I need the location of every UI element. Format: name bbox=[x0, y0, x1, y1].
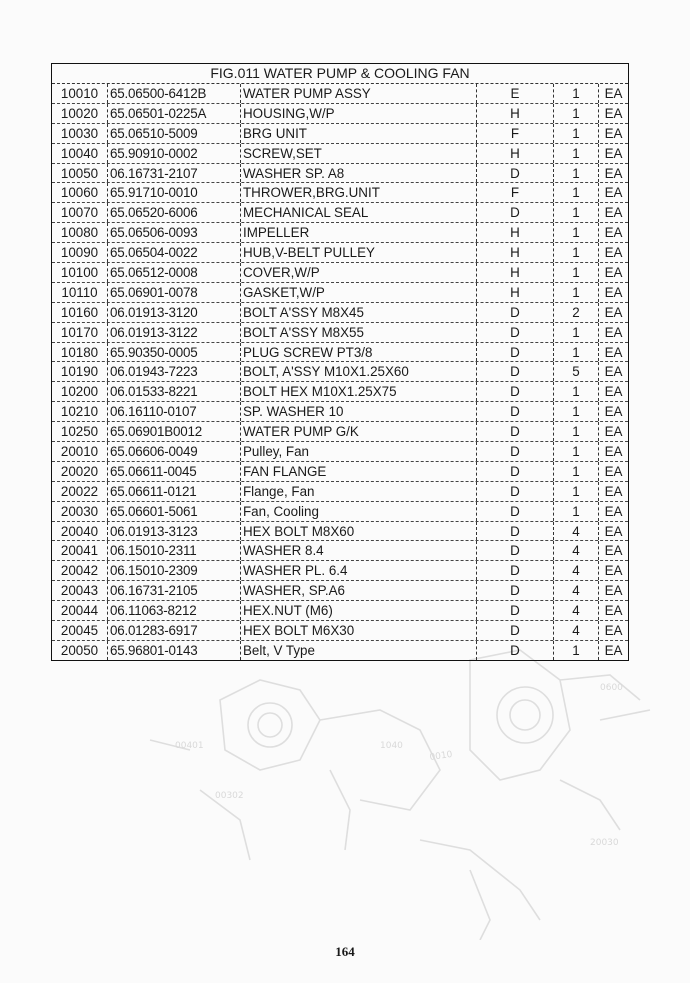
item-number-cell: 10250 bbox=[52, 422, 108, 441]
class-cell: F bbox=[477, 124, 554, 143]
description-cell: FAN FLANGE bbox=[241, 462, 477, 481]
page-number: 164 bbox=[335, 944, 355, 959]
unit-cell: EA bbox=[604, 563, 623, 579]
unit-cell: EA bbox=[604, 543, 623, 559]
class-cell: H bbox=[477, 223, 554, 242]
quantity-cell: 1 bbox=[554, 343, 599, 362]
quantity-cell: 4 bbox=[554, 621, 599, 640]
item-number-cell: 10090 bbox=[52, 243, 108, 262]
quantity-cell: 1 bbox=[554, 183, 599, 202]
description-cell: MECHANICAL SEAL bbox=[241, 203, 477, 222]
part-number-cell: 06.15010-2311 bbox=[108, 541, 241, 560]
description-cell: WASHER PL. 6.4 bbox=[241, 561, 477, 580]
table-row bbox=[52, 601, 628, 621]
description-cell: HEX BOLT M8X60 bbox=[241, 522, 477, 541]
part-number-cell: 06.11063-8212 bbox=[108, 601, 241, 620]
quantity-cell: 1 bbox=[554, 402, 599, 421]
part-number-cell: 65.91710-0010 bbox=[108, 183, 241, 202]
description-cell: WASHER, SP.A6 bbox=[241, 581, 477, 600]
table-row bbox=[52, 303, 628, 323]
part-number-cell: 06.16731-2107 bbox=[108, 164, 241, 183]
part-number-cell: 65.90350-0005 bbox=[108, 343, 241, 362]
class-cell: D bbox=[477, 422, 554, 441]
part-number-cell: 65.06611-0121 bbox=[108, 482, 241, 501]
class-cell: D bbox=[477, 621, 554, 640]
table-row bbox=[52, 183, 628, 203]
table-row bbox=[52, 502, 628, 522]
description-cell: HUB,V-BELT PULLEY bbox=[241, 243, 477, 262]
description-cell: BOLT A'SSY M8X45 bbox=[241, 303, 477, 322]
part-number-cell: 65.06510-5009 bbox=[108, 124, 241, 143]
bleed-through-diagram bbox=[0, 620, 690, 940]
part-number-cell: 06.01913-3120 bbox=[108, 303, 241, 322]
unit-cell: EA bbox=[604, 86, 623, 101]
svg-text:0600: 0600 bbox=[600, 683, 623, 693]
unit-cell: EA bbox=[604, 384, 623, 400]
unit-cell: EA bbox=[604, 265, 623, 281]
quantity-cell: 1 bbox=[554, 382, 599, 401]
item-number-cell: 20050 bbox=[52, 641, 108, 660]
quantity-cell: 1 bbox=[554, 223, 599, 242]
table-row bbox=[52, 382, 628, 402]
table-row bbox=[52, 422, 628, 442]
quantity-cell: 1 bbox=[554, 104, 599, 123]
description-cell: SCREW,SET bbox=[241, 144, 477, 163]
quantity-cell: 1 bbox=[554, 203, 599, 222]
part-number-cell: 06.01283-6917 bbox=[108, 621, 241, 640]
class-cell: H bbox=[477, 104, 554, 123]
unit-cell: EA bbox=[604, 463, 623, 479]
table-row bbox=[52, 442, 628, 462]
svg-text:00401: 00401 bbox=[175, 741, 204, 751]
class-cell: F bbox=[477, 183, 554, 202]
item-number-cell: 10210 bbox=[52, 402, 108, 421]
table-row bbox=[52, 581, 628, 601]
table-row bbox=[52, 362, 628, 382]
quantity-cell: 4 bbox=[554, 581, 599, 600]
svg-text:0010: 0010 bbox=[429, 749, 454, 763]
class-cell: D bbox=[477, 482, 554, 501]
class-cell: D bbox=[477, 442, 554, 461]
table-row bbox=[52, 104, 628, 124]
part-number-cell: 65.06506-0093 bbox=[108, 223, 241, 242]
table-row bbox=[52, 561, 628, 581]
class-cell: D bbox=[477, 362, 554, 381]
table-row bbox=[52, 343, 628, 363]
part-number-cell: 65.06611-0045 bbox=[108, 462, 241, 481]
table-row bbox=[52, 641, 628, 660]
table-row bbox=[52, 522, 628, 542]
item-number-cell: 20043 bbox=[52, 581, 108, 600]
quantity-cell: 1 bbox=[554, 263, 599, 282]
description-cell: HOUSING,W/P bbox=[241, 104, 477, 123]
part-number-cell: 06.16110-0107 bbox=[108, 402, 241, 421]
unit-cell: EA bbox=[604, 225, 623, 241]
unit-cell: EA bbox=[604, 523, 623, 539]
class-cell: D bbox=[477, 502, 554, 521]
item-number-cell: 10170 bbox=[52, 323, 108, 342]
unit-cell: EA bbox=[604, 424, 623, 440]
class-cell: D bbox=[477, 601, 554, 620]
part-number-cell: 65.06504-0022 bbox=[108, 243, 241, 262]
table-row bbox=[52, 144, 628, 164]
unit-cell: EA bbox=[604, 284, 623, 300]
part-number-cell: 06.15010-2309 bbox=[108, 561, 241, 580]
quantity-cell: 1 bbox=[554, 124, 599, 143]
unit-cell: EA bbox=[604, 603, 623, 619]
class-cell: H bbox=[477, 263, 554, 282]
class-cell: D bbox=[477, 343, 554, 362]
table-row bbox=[52, 541, 628, 561]
unit-cell: EA bbox=[604, 245, 623, 261]
table-row bbox=[52, 84, 628, 104]
unit-cell: EA bbox=[604, 125, 623, 141]
quantity-cell: 1 bbox=[554, 283, 599, 302]
part-number-cell: 65.06601-5061 bbox=[108, 502, 241, 521]
unit-cell: EA bbox=[604, 165, 623, 181]
part-number-cell: 06.01533-8221 bbox=[108, 382, 241, 401]
quantity-cell: 1 bbox=[554, 641, 599, 660]
class-cell: D bbox=[477, 641, 554, 660]
unit-cell: EA bbox=[604, 105, 623, 121]
class-cell: D bbox=[477, 323, 554, 342]
description-cell: SP. WASHER 10 bbox=[241, 402, 477, 421]
svg-text:20030: 20030 bbox=[590, 838, 619, 848]
item-number-cell: 20022 bbox=[52, 482, 108, 501]
quantity-cell: 2 bbox=[554, 303, 599, 322]
table-row bbox=[52, 402, 628, 422]
quantity-cell: 1 bbox=[554, 422, 599, 441]
table-row bbox=[52, 482, 628, 502]
description-cell: Fan, Cooling bbox=[241, 502, 477, 521]
unit-cell: EA bbox=[604, 623, 623, 639]
item-number-cell: 20020 bbox=[52, 462, 108, 481]
part-number-cell: 06.01913-3123 bbox=[108, 522, 241, 541]
unit-cell: EA bbox=[604, 344, 623, 360]
description-cell: HEX BOLT M6X30 bbox=[241, 621, 477, 640]
unit-cell: EA bbox=[604, 324, 623, 340]
quantity-cell: 1 bbox=[554, 243, 599, 262]
class-cell: D bbox=[477, 462, 554, 481]
unit-cell: EA bbox=[604, 145, 623, 161]
table-row bbox=[52, 164, 628, 184]
description-cell: BOLT HEX M10X1.25X75 bbox=[241, 382, 477, 401]
item-number-cell: 10100 bbox=[52, 263, 108, 282]
class-cell: D bbox=[477, 581, 554, 600]
class-cell: D bbox=[477, 164, 554, 183]
description-cell: WATER PUMP ASSY bbox=[241, 84, 477, 103]
quantity-cell: 1 bbox=[554, 164, 599, 183]
item-number-cell: 10200 bbox=[52, 382, 108, 401]
part-number-cell: 65.06520-6006 bbox=[108, 203, 241, 222]
quantity-cell: 5 bbox=[554, 362, 599, 381]
quantity-cell: 4 bbox=[554, 601, 599, 620]
description-cell: PLUG SCREW PT3/8 bbox=[241, 343, 477, 362]
description-cell: WATER PUMP G/K bbox=[241, 422, 477, 441]
quantity-cell: 1 bbox=[554, 442, 599, 461]
description-cell: IMPELLER bbox=[241, 223, 477, 242]
description-cell: BRG UNIT bbox=[241, 124, 477, 143]
item-number-cell: 10060 bbox=[52, 183, 108, 202]
svg-text:00302: 00302 bbox=[215, 791, 244, 801]
description-cell: Pulley, Fan bbox=[241, 442, 477, 461]
table-row bbox=[52, 462, 628, 482]
item-number-cell: 10110 bbox=[52, 283, 108, 302]
part-number-cell: 65.90910-0002 bbox=[108, 144, 241, 163]
unit-cell: EA bbox=[604, 304, 623, 320]
item-number-cell: 10160 bbox=[52, 303, 108, 322]
part-number-cell: 06.01943-7223 bbox=[108, 362, 241, 381]
quantity-cell: 4 bbox=[554, 541, 599, 560]
quantity-cell: 1 bbox=[554, 502, 599, 521]
quantity-cell: 4 bbox=[554, 522, 599, 541]
table-row bbox=[52, 621, 628, 641]
part-number-cell: 65.06901-0078 bbox=[108, 283, 241, 302]
unit-cell: EA bbox=[604, 583, 623, 599]
quantity-cell: 1 bbox=[554, 84, 599, 103]
part-number-cell: 65.96801-0143 bbox=[108, 641, 241, 660]
item-number-cell: 10050 bbox=[52, 164, 108, 183]
parts-table bbox=[51, 63, 629, 661]
item-number-cell: 10080 bbox=[52, 223, 108, 242]
item-number-cell: 20045 bbox=[52, 621, 108, 640]
description-cell: Flange, Fan bbox=[241, 482, 477, 501]
unit-cell: EA bbox=[604, 364, 623, 380]
item-number-cell: 10180 bbox=[52, 343, 108, 362]
class-cell: D bbox=[477, 541, 554, 560]
class-cell: H bbox=[477, 283, 554, 302]
class-cell: H bbox=[477, 243, 554, 262]
item-number-cell: 10010 bbox=[52, 84, 108, 103]
unit-cell: EA bbox=[604, 205, 623, 221]
table-row bbox=[52, 323, 628, 343]
description-cell: Belt, V Type bbox=[241, 641, 477, 660]
part-number-cell: 06.01913-3122 bbox=[108, 323, 241, 342]
item-number-cell: 20030 bbox=[52, 502, 108, 521]
part-number-cell: 65.06500-6412B bbox=[108, 84, 241, 103]
class-cell: D bbox=[477, 402, 554, 421]
item-number-cell: 20042 bbox=[52, 561, 108, 580]
description-cell: BOLT, A'SSY M10X1.25X60 bbox=[241, 362, 477, 381]
item-number-cell: 10190 bbox=[52, 362, 108, 381]
quantity-cell: 1 bbox=[554, 462, 599, 481]
part-number-cell: 65.06901B0012 bbox=[108, 422, 241, 441]
quantity-cell: 1 bbox=[554, 323, 599, 342]
class-cell: D bbox=[477, 303, 554, 322]
svg-text:1040: 1040 bbox=[380, 741, 403, 751]
parts-rows bbox=[52, 84, 628, 660]
item-number-cell: 10030 bbox=[52, 124, 108, 143]
class-cell: D bbox=[477, 561, 554, 580]
description-cell: COVER,W/P bbox=[241, 263, 477, 282]
class-cell: H bbox=[477, 144, 554, 163]
item-number-cell: 20040 bbox=[52, 522, 108, 541]
description-cell: GASKET,W/P bbox=[241, 283, 477, 302]
unit-cell: EA bbox=[604, 444, 623, 460]
description-cell: BOLT A'SSY M8X55 bbox=[241, 323, 477, 342]
part-number-cell: 65.06606-0049 bbox=[108, 442, 241, 461]
bleed-through-heading bbox=[180, 36, 500, 58]
description-cell: THROWER,BRG.UNIT bbox=[241, 183, 477, 202]
description-cell: WASHER SP. A8 bbox=[241, 164, 477, 183]
part-number-cell: 06.16731-2105 bbox=[108, 581, 241, 600]
class-cell: E bbox=[477, 84, 554, 103]
item-number-cell: 20041 bbox=[52, 541, 108, 560]
table-row bbox=[52, 124, 628, 144]
unit-cell: EA bbox=[604, 503, 623, 519]
unit-cell: EA bbox=[604, 185, 623, 201]
unit-cell: EA bbox=[604, 404, 623, 420]
quantity-cell: 1 bbox=[554, 482, 599, 501]
item-number-cell: 20010 bbox=[52, 442, 108, 461]
figure-title: FIG.011 WATER PUMP & COOLING FAN bbox=[52, 64, 628, 84]
item-number-cell: 20044 bbox=[52, 601, 108, 620]
class-cell: D bbox=[477, 203, 554, 222]
description-cell: WASHER 8.4 bbox=[241, 541, 477, 560]
table-row bbox=[52, 223, 628, 243]
part-number-cell: 65.06501-0225A bbox=[108, 104, 241, 123]
item-number-cell: 10040 bbox=[52, 144, 108, 163]
class-cell: D bbox=[477, 382, 554, 401]
description-cell: HEX.NUT (M6) bbox=[241, 601, 477, 620]
quantity-cell: 4 bbox=[554, 561, 599, 580]
table-row bbox=[52, 283, 628, 303]
table-row bbox=[52, 243, 628, 263]
quantity-cell: 1 bbox=[554, 144, 599, 163]
unit-cell: EA bbox=[604, 483, 623, 499]
class-cell: D bbox=[477, 522, 554, 541]
part-number-cell: 65.06512-0008 bbox=[108, 263, 241, 282]
table-row bbox=[52, 203, 628, 223]
item-number-cell: 10070 bbox=[52, 203, 108, 222]
table-row bbox=[52, 263, 628, 283]
unit-cell: EA bbox=[604, 642, 623, 658]
item-number-cell: 10020 bbox=[52, 104, 108, 123]
